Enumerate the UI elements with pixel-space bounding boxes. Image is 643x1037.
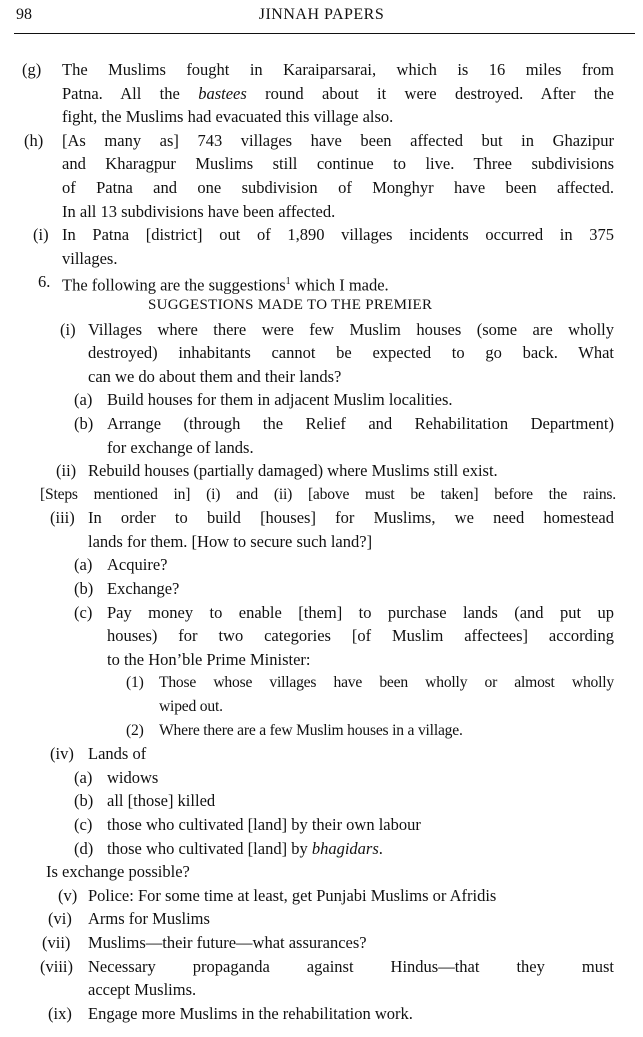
text-run: Is exchange possible? [46,862,190,882]
text-line [0,789,643,813]
text-run: round about it were destroyed. After the [246,83,614,103]
text-line [0,671,643,695]
line-text [88,931,614,955]
text-line [0,176,643,200]
footnote-marker: 1 [285,276,291,288]
text-run: widows [107,767,159,787]
line-text [88,365,614,389]
line-text [107,388,614,412]
text-line [0,506,643,530]
text-run: accept Muslims. [88,980,197,1000]
item-label: 6. [38,272,51,292]
text-run: The following are the suggestions [62,275,286,295]
line-text [107,553,614,577]
text-run: In all 13 subdivisions have been affected. [62,201,336,221]
text-line [0,247,643,271]
line-text [62,129,614,153]
line-text [107,601,614,625]
item-label: (iii) [50,508,75,528]
line-text [107,813,614,837]
line-text [107,577,614,601]
item-label: (a) [74,555,93,575]
text-run: all [those] killed [107,791,216,811]
text-line [0,695,643,719]
text-run: Exchange? [107,579,180,599]
text-line [0,907,643,931]
text-run: In order to build [houses] for Muslims, we need homestead [88,508,614,528]
line-text [62,176,614,200]
text-run: Arms for Muslims [88,909,210,929]
page-body [0,58,643,1025]
item-label: (ix) [48,1003,72,1023]
text-line [0,837,643,861]
text-run: Acquire? [107,555,168,575]
text-run: which I made. [290,275,389,295]
text-run: for exchange of lands. [107,437,254,457]
line-text [107,789,614,813]
text-line [0,884,643,908]
line-text [88,459,614,483]
line-text [62,82,614,106]
line-text [88,907,614,931]
text-run: wiped out. [159,698,223,716]
section-heading [148,294,614,318]
text-line [0,483,643,507]
text-run: Police: For some time at least, get Punjabi Muslims or Afridis [88,885,497,905]
text-line [0,860,643,884]
text-line [0,459,643,483]
item-label: (b) [74,791,94,811]
text-run: fight, the Muslims had evacuated this village also. [62,107,394,127]
line-text [107,648,614,672]
line-text [62,247,614,271]
line-text [88,318,614,342]
line-text [88,884,614,908]
text-line [0,742,643,766]
text-run: and Kharagpur Muslims still continue to live. Three subdivisions [62,154,614,174]
line-text [107,436,614,460]
line-text [40,483,616,507]
text-run: Arrange (through the Relief and Rehabilitation Department) [107,413,614,433]
text-line [0,648,643,672]
line-text [159,671,614,695]
line-text [107,624,614,648]
line-text [88,978,614,1002]
text-run: villages. [62,248,118,268]
line-text [107,837,614,861]
item-label: (b) [74,579,94,599]
line-text [62,223,614,247]
item-label: (vii) [42,932,71,952]
item-label: (d) [74,838,94,858]
item-label: (ii) [56,461,77,481]
line-text [107,412,614,436]
text-line [0,388,643,412]
item-label: (g) [22,60,42,79]
running-title: JINNAH PAPERS [258,6,385,23]
page-number: 98 [16,6,32,23]
item-label: (a) [74,390,93,410]
header-rule [14,33,635,34]
text-run: lands for them. [How to secure such land?] [88,531,373,551]
item-label: (2) [126,721,144,739]
item-label: (1) [126,674,144,692]
text-line [0,577,643,601]
text-line [0,553,643,577]
line-text [62,152,614,176]
item-label: (i) [60,319,76,339]
text-line [0,978,643,1002]
text-line [0,601,643,625]
page-header [0,0,643,34]
line-text [88,506,614,530]
item-label: (i) [33,225,49,245]
text-run: Those whose villages have been wholly or almost wholly [159,674,614,692]
line-text [88,530,614,554]
text-line [0,624,643,648]
text-line [0,931,643,955]
text-run: Necessary propaganda against Hindus—that they must [88,956,614,976]
text-run: Villages where there were few Muslim houses (some are wholly [88,319,614,339]
text-line [0,955,643,979]
item-label: (c) [74,602,93,622]
text-line [0,766,643,790]
text-line [0,152,643,176]
item-label: (iv) [50,744,74,764]
text-run: those who cultivated [land] by [107,838,312,858]
item-label: (viii) [40,956,73,976]
text-line [0,318,643,342]
text-line [0,200,643,224]
text-line [0,58,643,82]
text-line [0,270,643,294]
text-line [0,813,643,837]
text-run: to the Hon’ble Prime Minister: [107,649,311,669]
line-text [62,105,614,129]
text-line [0,341,643,365]
italic-term: bastees [198,83,247,103]
line-text [88,742,614,766]
line-text [159,719,614,743]
text-run: Lands of [88,744,147,764]
text-line [0,412,643,436]
text-run: SUGGESTIONS MADE TO THE PREMIER [148,296,433,313]
item-label: (vi) [48,909,72,929]
text-line [0,1002,643,1026]
text-run: Rebuild houses (partially damaged) where Muslims still exist. [88,461,498,481]
text-line [0,223,643,247]
text-run: Build houses for them in adjacent Muslim localities. [107,390,453,410]
line-text [107,766,614,790]
text-run: Engage more Muslims in the rehabilitation work. [88,1003,413,1023]
line-text [62,200,614,224]
text-run: The Muslims fought in Karaiparsarai, which is 16 miles from [62,60,614,79]
text-run: Pay money to enable [them] to purchase lands (and put up [107,602,614,622]
text-line [0,719,643,743]
text-line [0,530,643,554]
text-line [0,294,643,318]
text-run: houses) for two categories [of Muslim affectees] according [107,626,614,646]
text-run: those who cultivated [land] by their own labour [107,815,421,834]
text-run: Patna. All the [62,83,199,103]
item-label: (v) [58,885,78,905]
italic-term: bhagidars [311,838,379,858]
item-label: (a) [74,767,93,787]
item-label: (c) [74,815,93,834]
text-run: Where there are a few Muslim houses in a village. [159,721,463,739]
item-label: (h) [24,130,44,150]
text-run: can we do about them and their lands? [88,366,342,386]
text-line [0,129,643,153]
text-run: . [378,838,383,858]
item-label: (b) [74,413,94,433]
line-text [159,695,614,719]
text-run: [Steps mentioned in] (i) and (ii) [above must be taken] before the rains. [40,485,616,503]
text-run: In Patna [district] out of 1,890 villages incidents occurred in 375 [62,225,614,245]
line-text [88,955,614,979]
line-text [46,860,614,884]
line-text [88,1002,614,1026]
text-line [0,105,643,129]
text-run: destroyed) inhabitants cannot be expected to go back. What [88,343,614,363]
text-line [0,436,643,460]
text-line [0,82,643,106]
line-text [62,58,614,82]
text-run: Muslims—their future—what assurances? [88,932,367,952]
text-line [0,365,643,389]
text-run: of Patna and one subdivision of Monghyr have been affected. [62,177,614,197]
text-run: [As many as] 743 villages have been affected but in Ghazipur [62,130,614,150]
line-text [88,341,614,365]
